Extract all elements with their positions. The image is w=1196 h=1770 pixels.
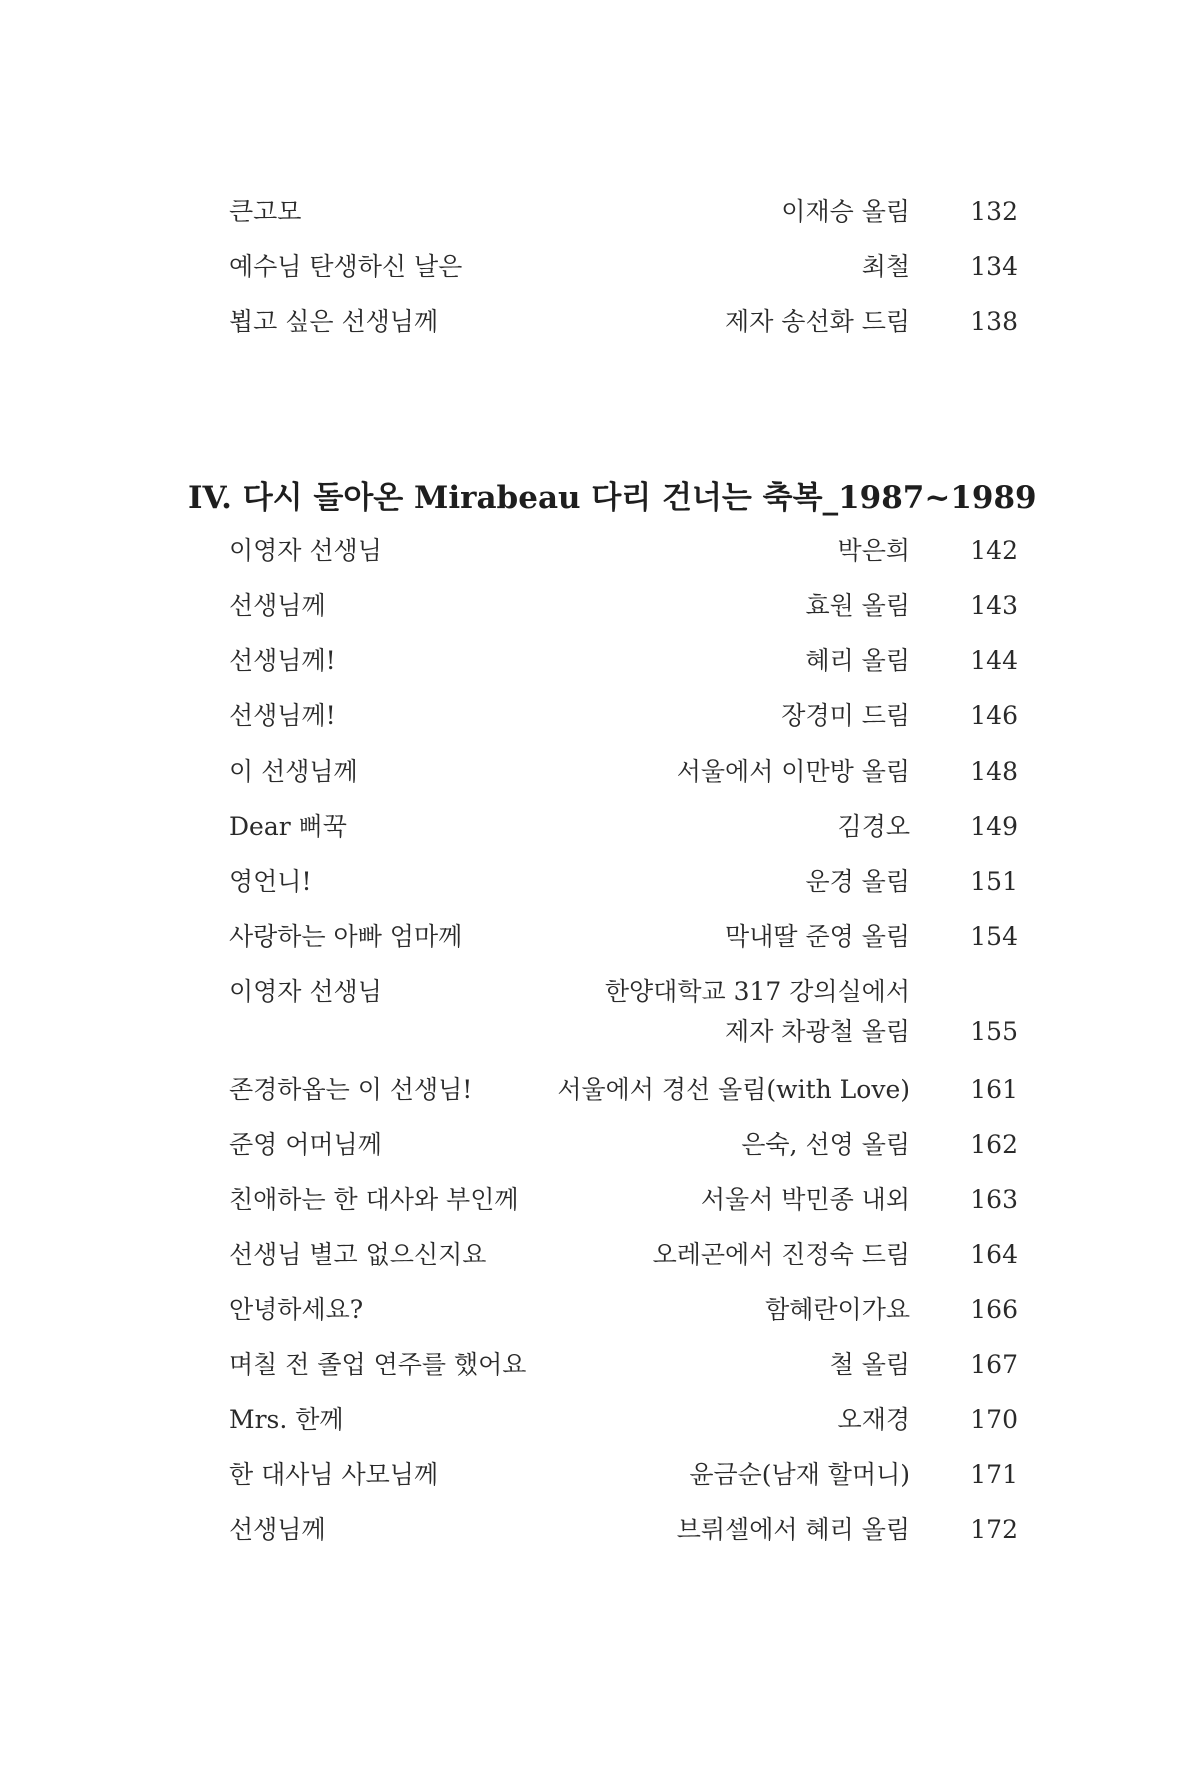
toc-entry-page-number: 132 [970, 197, 1018, 226]
toc-entry [0, 972, 1196, 1046]
toc-entry-page-number: 146 [970, 701, 1018, 730]
toc-entry [0, 586, 1196, 626]
toc-entry-title: 큰고모 [229, 197, 302, 226]
toc-entry-title: Dear 뻐꾹 [229, 812, 347, 841]
toc-entry [0, 1345, 1196, 1385]
toc-entry-title: 친애하는 한 대사와 부인께 [229, 1185, 519, 1214]
toc-entry-author-line: 장경미 드림 [781, 701, 910, 730]
toc-entry-author-line: 제자 송선화 드림 [725, 307, 910, 336]
toc-entry-page-number: 149 [970, 812, 1018, 841]
toc-entry-page-number: 171 [970, 1460, 1018, 1489]
toc-entry [0, 641, 1196, 681]
toc-entry [0, 696, 1196, 736]
toc-entry-author [838, 531, 910, 571]
toc-entry-author-line: 은숙, 선영 올림 [741, 1130, 910, 1159]
toc-entry-author-line: 효원 올림 [805, 591, 910, 620]
toc-entry [0, 1180, 1196, 1220]
toc-entry-page-number: 144 [970, 646, 1018, 675]
toc-entry [0, 1455, 1196, 1495]
toc-entry [0, 917, 1196, 957]
toc-entry-title: 며칠 전 졸업 연주를 했어요 [229, 1350, 527, 1379]
toc-entry [0, 862, 1196, 902]
toc-entry-title: 예수님 탄생하신 날은 [229, 252, 463, 281]
toc-entry-author-line: 윤금순(남재 할머니) [689, 1460, 910, 1489]
toc-entry-page-number: 166 [970, 1295, 1018, 1324]
toc-entry-author [741, 1125, 910, 1165]
toc-entry-title: 이 선생님께 [229, 757, 358, 786]
toc-entry-title: 이영자 선생님 [229, 536, 382, 565]
toc-entry-title: 선생님께 [229, 1515, 326, 1544]
toc-entry-title: 안녕하세요? [229, 1295, 364, 1324]
toc-entry-title: 존경하옵는 이 선생님! [229, 1075, 473, 1104]
toc-entry-page-number: 138 [970, 307, 1018, 336]
toc-entry-page-number: 170 [970, 1405, 1018, 1434]
toc-entry-author [701, 1180, 910, 1220]
toc-entry-title: Mrs. 한께 [229, 1405, 344, 1434]
toc-entry [0, 192, 1196, 232]
toc-entry-author [689, 1455, 910, 1495]
toc-entry [0, 531, 1196, 571]
toc-entry [0, 247, 1196, 287]
toc-entry [0, 807, 1196, 847]
toc-entry-author-line: 이재승 올림 [781, 197, 910, 226]
toc-entry-author [781, 192, 910, 232]
toc-entry [0, 1125, 1196, 1165]
toc-entry-author [677, 1510, 910, 1550]
toc-entry [0, 302, 1196, 342]
toc-entry-title: 선생님 별고 없으신지요 [229, 1240, 487, 1269]
toc-entry [0, 752, 1196, 792]
toc-entry-title: 사랑하는 아빠 엄마께 [229, 922, 463, 951]
toc-entry-author [557, 1070, 910, 1110]
toc-entry-author-line: 철 올림 [829, 1350, 910, 1379]
toc-entry-page-number: 143 [970, 591, 1018, 620]
toc-entry-author-line: 오레곤에서 진정숙 드림 [652, 1240, 910, 1269]
toc-entry-author [781, 696, 910, 736]
toc-entry-page-number: 161 [970, 1075, 1018, 1104]
toc-entry-author-line: 브뤼셀에서 혜리 올림 [676, 1515, 910, 1544]
toc-entry-author [725, 917, 910, 957]
toc-entry-page-number: 162 [970, 1130, 1018, 1159]
toc-entry-author-line: 서울에서 경선 올림(with Love) [557, 1075, 910, 1104]
toc-entry-author [725, 302, 910, 342]
toc-entry-author-line: 오재경 [837, 1405, 910, 1434]
toc-entry-title: 영언니! [229, 867, 312, 896]
toc-entry-author [805, 862, 910, 902]
toc-entry-page-number: 155 [970, 1017, 1018, 1046]
toc-entry-title: 준영 어머님께 [229, 1130, 382, 1159]
toc-entry-author [765, 1290, 910, 1330]
toc-entry-page-number: 154 [970, 922, 1018, 951]
toc-entry-author-line: 한양대학교 317 강의실에서 [604, 977, 910, 1006]
toc-entry-title: 선생님께! [229, 701, 336, 730]
toc-entry-author [862, 247, 910, 287]
toc-entry-author-line: 함혜란이가요 [765, 1295, 910, 1324]
toc-entry [0, 1400, 1196, 1440]
toc-entry-page-number: 151 [970, 867, 1018, 896]
toc-entry-author-line: 운경 올림 [805, 867, 910, 896]
toc-entry-author [653, 1235, 910, 1275]
toc-entry [0, 1290, 1196, 1330]
toc-entry-author [838, 1400, 910, 1440]
toc-entry-author-line: 혜리 올림 [805, 646, 910, 675]
toc-entry-author [677, 752, 910, 792]
toc-entry-author-line: 최철 [861, 252, 910, 281]
toc-entry-page-number: 172 [970, 1515, 1018, 1544]
toc-entry-author [805, 641, 910, 681]
toc-entry-author-line: 서울에서 이만방 올림 [676, 757, 910, 786]
toc-entry-author-line: 서울서 박민종 내외 [700, 1185, 910, 1214]
toc-entry-title: 한 대사님 사모님께 [229, 1460, 439, 1489]
toc-entry-page-number: 167 [970, 1350, 1018, 1379]
toc-entry-title: 선생님께! [229, 646, 336, 675]
toc-entry-author-line: 박은희 [837, 536, 910, 565]
toc-entry-title: 선생님께 [229, 591, 326, 620]
toc-entry-page-number: 163 [970, 1185, 1018, 1214]
toc-entry-page-number: 164 [970, 1240, 1018, 1269]
toc-entry-title: 뵙고 싶은 선생님께 [229, 307, 439, 336]
toc-entry-author-line: 막내딸 준영 올림 [725, 922, 910, 951]
toc-entry-author [838, 807, 910, 847]
toc-entry-page-number: 142 [970, 536, 1018, 565]
toc-entry-author-line: 제자 차광철 올림 [725, 1017, 910, 1046]
toc-entry-author [830, 1345, 910, 1385]
toc-entry [0, 1235, 1196, 1275]
toc-entry-page-number: 134 [970, 252, 1018, 281]
toc-entry-title: 이영자 선생님 [229, 977, 382, 1006]
toc-entry-author [605, 972, 910, 1052]
toc-entry-author [805, 586, 910, 626]
toc-entry-page-number: 148 [970, 757, 1018, 786]
section-heading: IV. 다시 돌아온 Mirabeau 다리 건너는 축복_1987~1989 [188, 480, 1037, 516]
toc-entry-author-line: 김경오 [837, 812, 910, 841]
toc-entry [0, 1070, 1196, 1110]
toc-entry [0, 1510, 1196, 1550]
